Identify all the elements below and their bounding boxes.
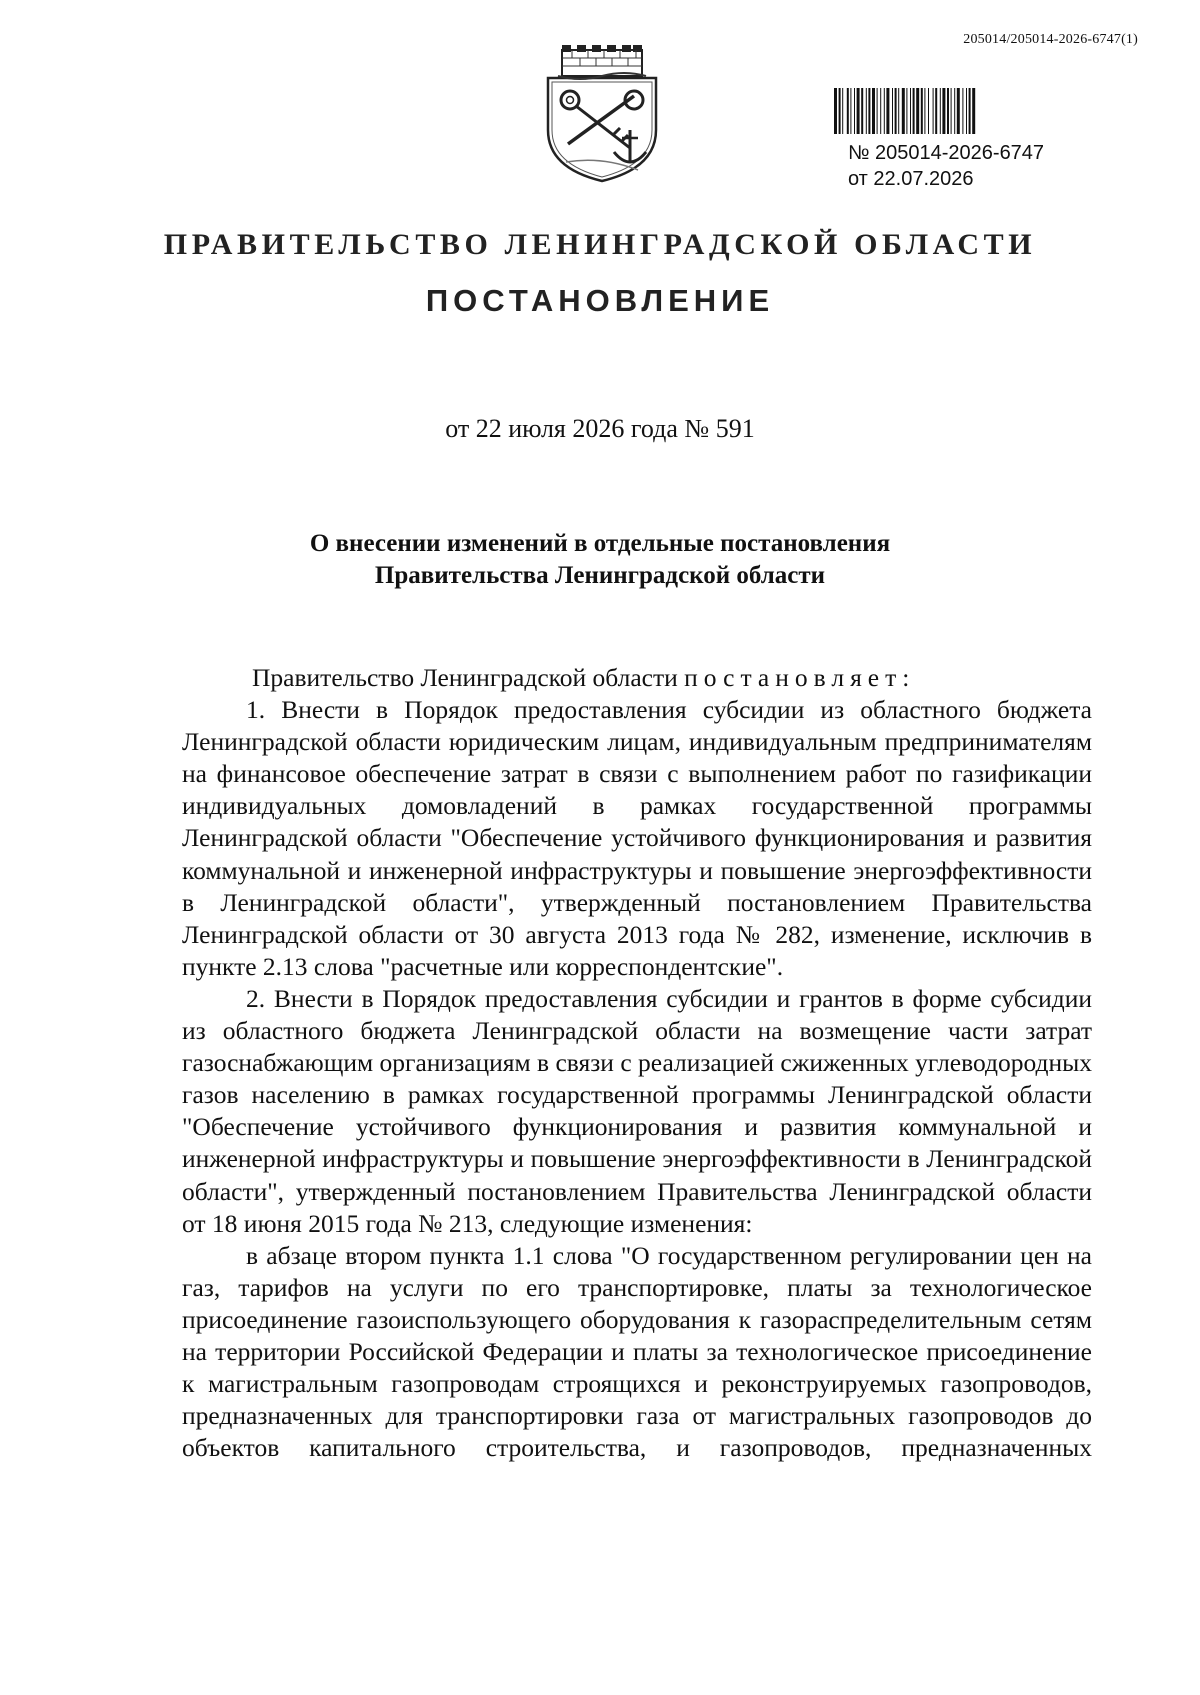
organization-title: ПРАВИТЕЛЬСТВО ЛЕНИНГРАДСКОЙ ОБЛАСТИ — [163, 228, 1037, 261]
subject-line-2: Правительства Ленинградской области — [374, 562, 826, 589]
item-1-paragraph: 1. Внести в Порядок предоставления субсидии из областного бюджета Ленинградской области юридическим лицам, индивидуальным предпринимателям на финансовое обеспечение затрат в связи с выполнением работ по газификации индивидуальных домовладений в рамках государственной программы Ленинградской области "Обеспечение устойчивого функционирования и развития коммунальной и инженерной инфраструктуры и повышение энергоэффективности в Ленинградской области", утвержденный постановлением Правительства Ленинградской области от 30 августа 2013 года № 282, изменение, исключив в пункте 2.13 слова "расчетные или корреспондентские". — [182, 695, 1092, 981]
registration-number: № 205014-2026-6747 — [848, 142, 1045, 164]
decree-word: постановляет: — [684, 663, 916, 692]
barcode-icon — [834, 88, 1076, 134]
resolution-subject — [0, 528, 1200, 592]
subject-line-1: О внесении изменений в отдельные постановления — [309, 530, 891, 557]
preamble-lead: Правительство Ленинградской области — [252, 663, 685, 692]
item-2-subparagraph: в абзаце втором пункта 1.1 слова "О государственном регулировании цен на газ, тарифов на услуги по его транспортировке, платы за технологическое присоединение газоиспользующего оборудования к газораспределительным сетям на территории Российской Федерации и платы за технологическое присоединение к магистральным газопроводам строящихся и реконструируемых газопроводов, предназначенных для транспортировки газа от магистральных газопроводов до объектов капитального строительства, и газопроводов, предназначенных — [182, 1240, 1092, 1463]
document-type: ПОСТАНОВЛЕНИЕ — [425, 283, 775, 318]
coat-of-arms-icon — [544, 44, 660, 184]
resolution-date-number: от 22 июля 2026 года № 591 — [445, 414, 755, 443]
registration-block — [848, 140, 1044, 192]
item-2-paragraph: 2. Внести в Порядок предоставления субсидии и грантов в форме субсидии из областного бюджета Ленинградской области на возмещение части затрат газоснабжающим организациям в связи с реализацией сжиженных углеводородных газов населению в рамках государственной программы Ленинградской области "Обеспечение устойчивого функционирования и развития коммунальной и инженерной инфраструктуры и повышение энергоэффективности в Ленинградской области", утвержденный постановлением Правительства Ленинградской области от 18 июня 2015 года № 213, следующие изменения: — [182, 983, 1092, 1238]
preamble-paragraph — [182, 662, 1092, 694]
resolution-body — [182, 662, 1092, 1464]
registration-date: от 22.07.2026 — [848, 168, 974, 190]
document-id: 205014/205014-2026-6747(1) — [963, 32, 1138, 47]
